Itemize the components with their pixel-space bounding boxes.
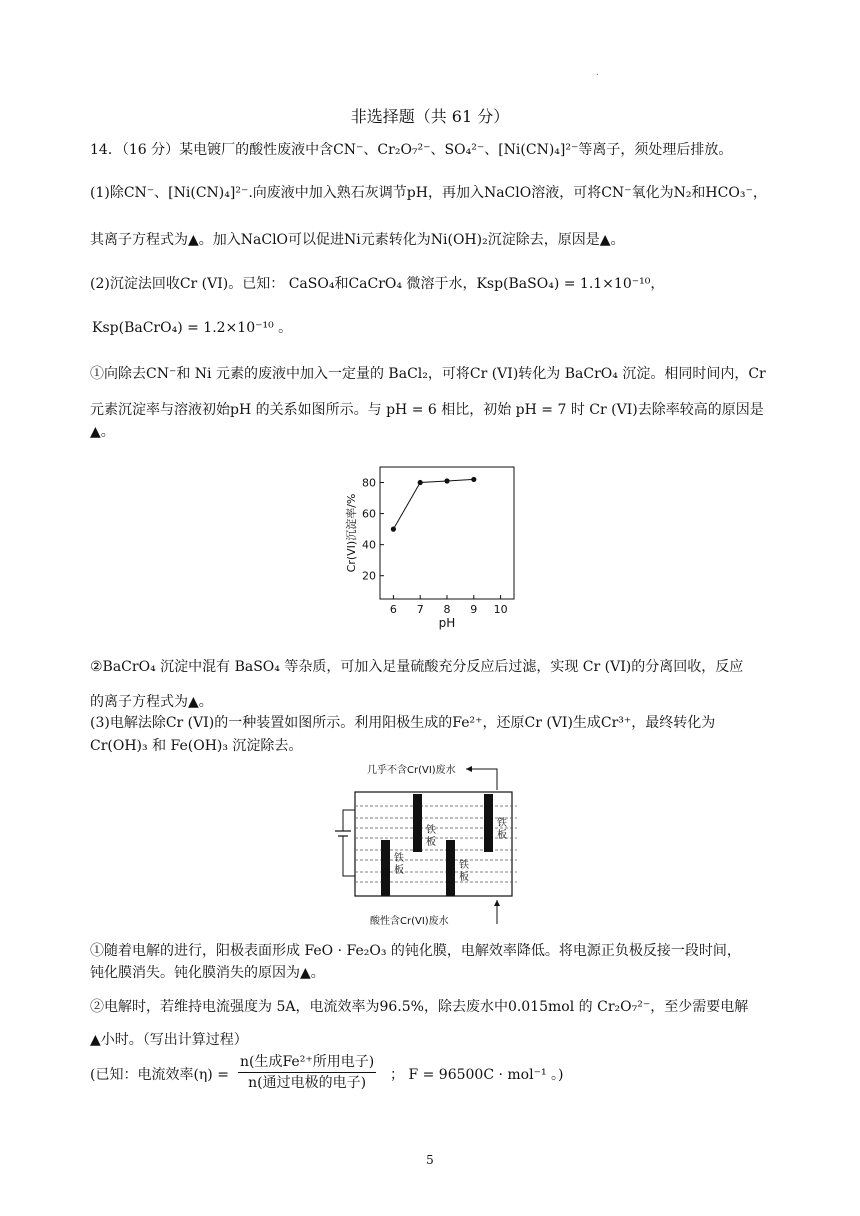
q14-intro: 14．（16 分）某电镀厂的酸性废液中含CN⁻、Cr₂O₇²⁻、SO₄²⁻、[Ni(CN)₄]²⁻等离子，须处理后排放。 [90,142,733,158]
y-axis-label: Cr(VI)沉淀率/% [345,493,358,573]
x-tick-label: 10 [493,603,508,616]
formula-fraction [238,1052,376,1093]
electrolysis-apparatus-diagram [325,760,535,932]
q14-part2b-line1: ②BaCrO₄ 沉淀中混有 BaSO₄ 等杂质，可加入足量硫酸充分反应后过滤，实现 Cr (VI)的分离回收，反应 [90,659,744,675]
x-tick-label: 6 [389,603,397,616]
y-tick-label: 60 [362,507,376,521]
plate-label-2: 铁板 [426,825,436,848]
q14-part3b-line1: ②电解时，若维持电流强度为 5A，电流效率为96.5%，除去废水中0.015mol 的 Cr₂O₇²⁻，至少需要电解 [90,999,749,1015]
formula-denominator: n(通过电极的电子) [248,1075,367,1091]
q14-part2b-line2: 的离子方程式为▲。 [90,694,213,710]
data-point [444,478,449,483]
outlet-label: 几乎不含Cr(VI)废水 [367,765,456,776]
section-title: 非选择题（共 61 分） [350,107,510,126]
q14-part3a-line1: ①随着电解的进行，阳极表面形成 FeO · Fe₂O₃ 的钝化膜，电解效率降低。将电源正负极反接一段时间， [90,943,741,959]
header-mark: . [596,68,599,77]
iron-plate-2 [413,794,422,852]
formula-suffix: ； F = 96500C · mol⁻¹ 。) [390,1067,564,1083]
iron-plate-4 [484,794,493,852]
plate-label-4: 铁板 [497,818,507,841]
formula-prefix: (已知：电流效率(η) = [90,1067,229,1083]
iron-plate-1 [381,840,390,896]
y-tick-label: 20 [362,569,376,583]
page-number: 5 [426,1153,434,1167]
q14-part1-line1: (1)除CN⁻、[Ni(CN)₄]²⁻.向废液中加入熟石灰调节pH，再加入NaClO溶液，可将CN⁻氧化为N₂和HCO₃⁻， [90,185,767,201]
x-tick-label: 7 [416,603,424,616]
plate-label-3: 铁板 [459,860,469,883]
q14-part3a-line2: 钝化膜消失。钝化膜消失的原因为▲。 [90,965,325,981]
q14-part2-line1: (2)沉淀法回收Cr (VI)。已知： CaSO₄和CaCrO₄ 微溶于水，Ksp(BaSO₄) = 1.1×10⁻¹⁰， [90,276,665,292]
formula-numerator: n(生成Fe²⁺所用电子) [238,1052,376,1073]
iron-plate-3 [446,840,455,896]
q14-part2-line2: Ksp(BaCrO₄) = 1.2×10⁻¹⁰ 。 [92,320,293,336]
precipitation-rate-chart [340,455,530,640]
x-tick-label: 9 [470,603,478,616]
q14-part2a-line3: ▲。 [90,424,115,440]
q14-part3-line2: Cr(OH)₃ 和 Fe(OH)₃ 沉淀除去。 [90,738,303,754]
data-point [391,527,396,532]
plot-frame [380,467,514,599]
x-tick-label: 8 [443,603,451,616]
q14-part2a-line2: 元素沉淀率与溶液初始pH 的关系如图所示。与 pH = 6 相比，初始 pH = 7 时 Cr (VI)去除率较高的原因是 [90,402,764,418]
x-axis-label: pH [438,616,456,630]
data-point [471,477,476,482]
q14-part3-line1: (3)电解法除Cr (VI)的一种装置如图所示。利用阳极生成的Fe²⁺，还原Cr (VI)生成Cr³⁺，最终转化为 [90,715,716,731]
plate-label-1: 铁板 [394,853,404,876]
q14-part2a-line1: ①向除去CN⁻和 Ni 元素的废液中加入一定量的 BaCl₂，可将Cr (VI)转化为 BaCrO₄ 沉淀。相同时间内，Cr [90,366,766,382]
y-tick-label: 80 [362,476,376,490]
y-tick-label: 40 [362,538,376,552]
inlet-label: 酸性含Cr(VI)废水 [370,916,449,927]
q14-part3b-line2: ▲小时。（写出计算过程） [90,1032,248,1048]
data-point [418,480,423,485]
series-line [393,479,473,529]
q14-part1-line2: 其离子方程式为▲。加入NaClO可以促进Ni元素转化为Ni(OH)₂沉淀除去，原因是▲。 [90,232,625,248]
